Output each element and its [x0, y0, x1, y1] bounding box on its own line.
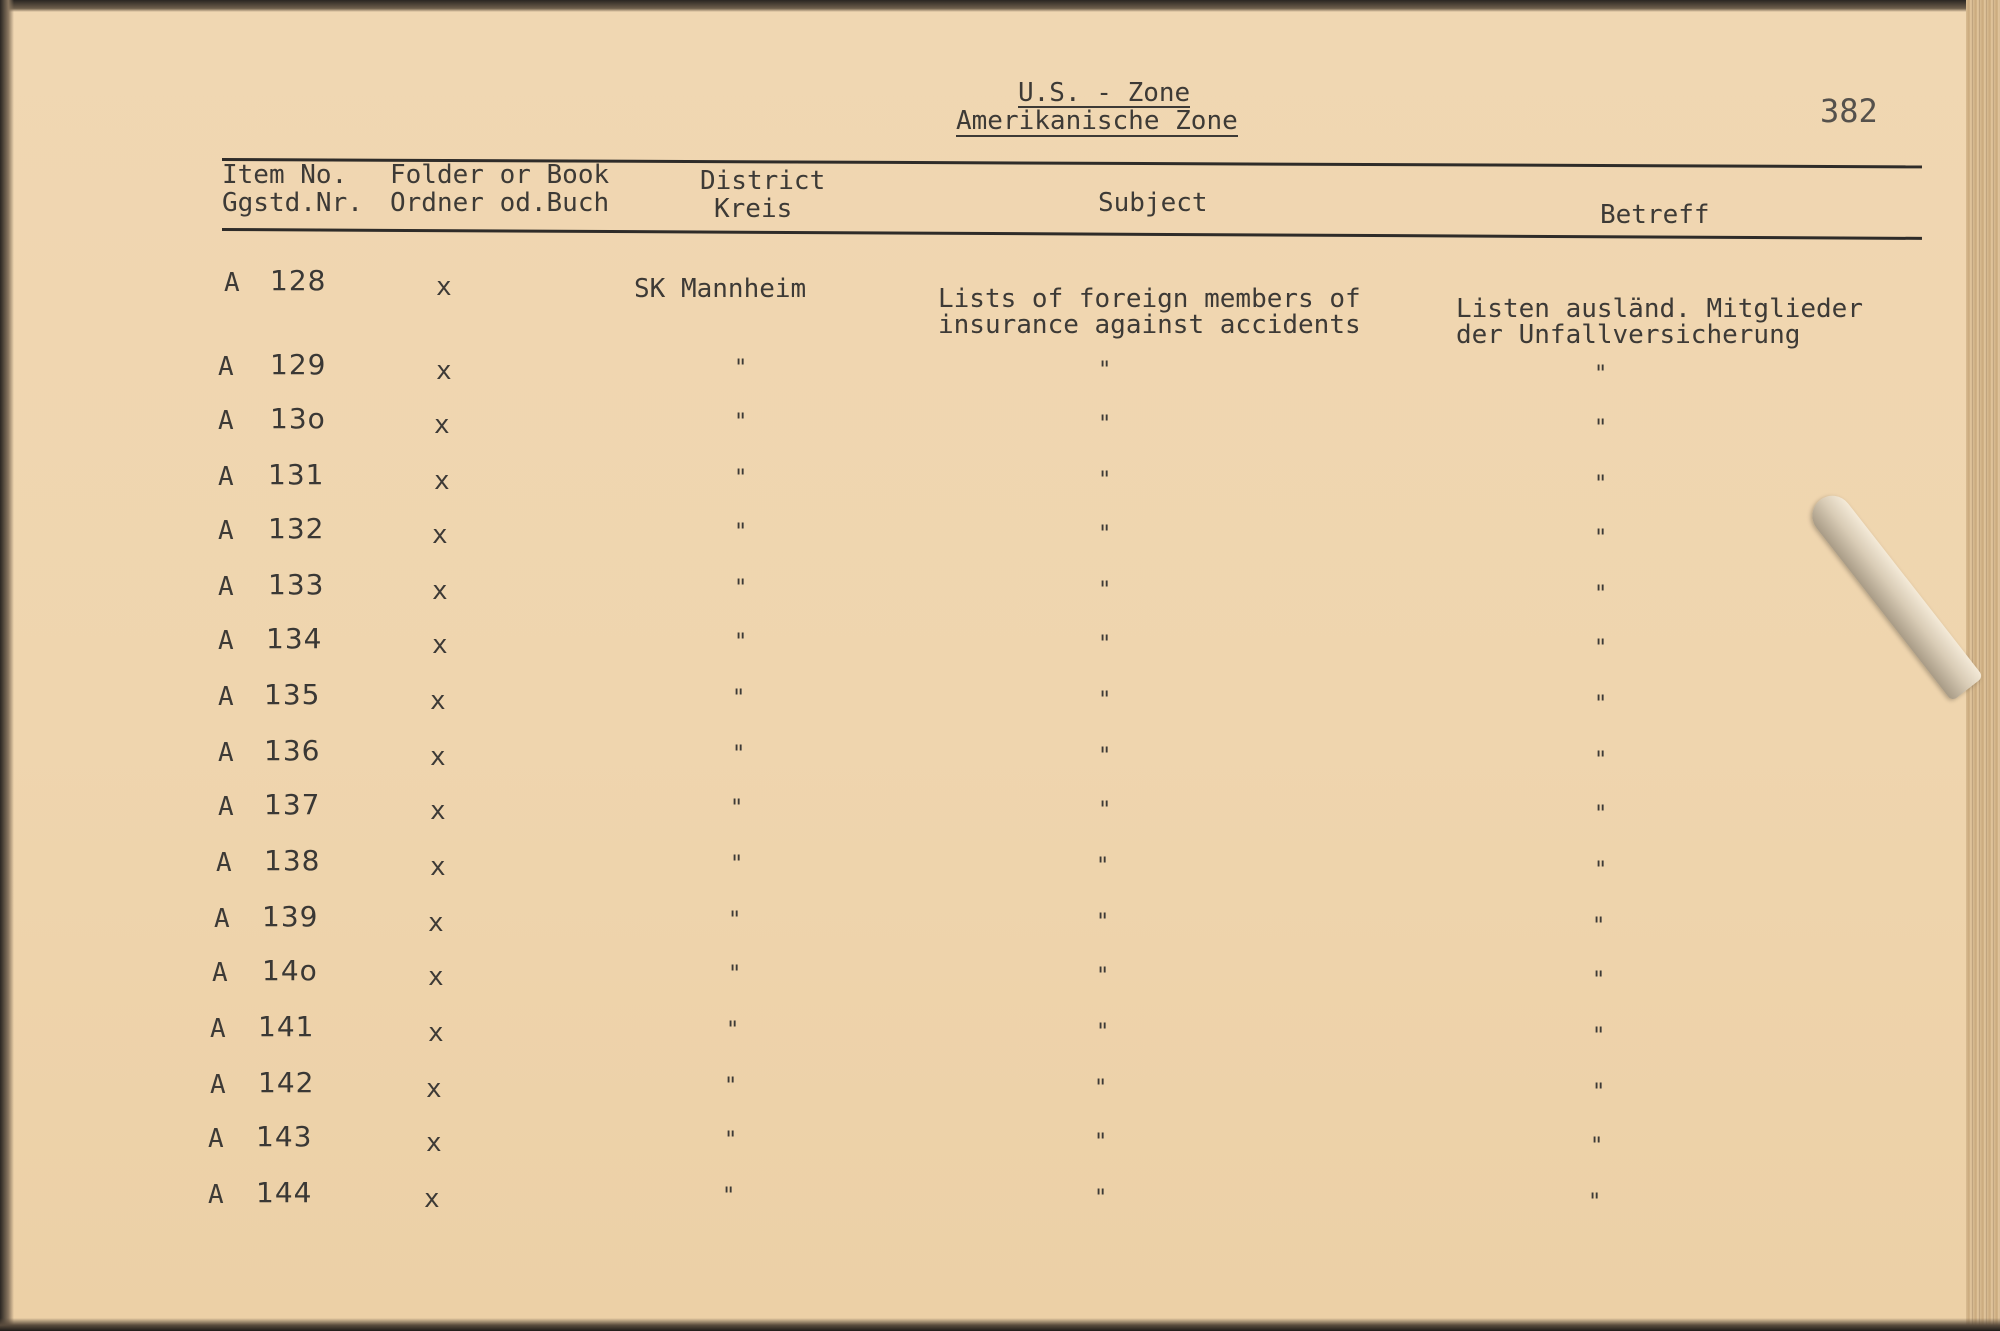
- row-district-ditto: ": [732, 686, 746, 711]
- row-subject-ditto: ": [1098, 632, 1112, 657]
- row-prefix: A: [214, 904, 230, 934]
- row-folder-mark: x: [426, 1128, 442, 1158]
- zone-title-de: Amerikanische Zone: [956, 106, 1238, 136]
- row-item-number: 13o: [270, 402, 326, 435]
- row-betreff-ditto: ": [1592, 968, 1606, 993]
- row1-subject-line2: insurance against accidents: [938, 310, 1361, 340]
- row-subject-ditto: ": [1096, 964, 1110, 989]
- row-prefix: A: [224, 268, 240, 298]
- row-subject-ditto: ": [1098, 522, 1112, 547]
- row-district-ditto: ": [732, 742, 746, 767]
- row1-betreff-line1: Listen ausländ. Mitglieder: [1456, 294, 1863, 324]
- row-item-number: 136: [264, 734, 321, 767]
- row-subject-ditto: ": [1098, 798, 1112, 823]
- page-clip: [1804, 488, 1983, 702]
- row-prefix: A: [216, 848, 232, 878]
- row-prefix: A: [218, 516, 234, 546]
- row-subject-ditto: ": [1098, 744, 1112, 769]
- row-item-number: 131: [268, 458, 325, 491]
- row-betreff-ditto: ": [1594, 858, 1608, 883]
- row-item-number: 129: [270, 348, 327, 381]
- row-item-number: 143: [256, 1120, 313, 1153]
- row-prefix: A: [210, 1070, 226, 1100]
- row-item-number: 139: [262, 900, 319, 933]
- col-item-de: Ggstd.Nr.: [222, 188, 363, 218]
- row-prefix: A: [218, 792, 234, 822]
- row-folder-mark: x: [434, 466, 450, 496]
- row-item-number: 141: [258, 1010, 315, 1043]
- row-betreff-ditto: ": [1594, 582, 1608, 607]
- row-prefix: A: [212, 958, 228, 988]
- row-betreff-ditto: ": [1594, 802, 1608, 827]
- col-district-en: District: [700, 166, 826, 196]
- page-top-edge: [0, 0, 2000, 12]
- row-prefix: A: [218, 462, 234, 492]
- row-subject-ditto: ": [1096, 1020, 1110, 1045]
- row1-subject-line1: Lists of foreign members of: [938, 284, 1361, 314]
- page-bottom-edge: [0, 1318, 2000, 1331]
- row-folder-mark: x: [426, 1074, 442, 1104]
- row-district-ditto: ": [734, 520, 748, 545]
- row-district-ditto: ": [734, 630, 748, 655]
- row-item-number: 134: [266, 622, 323, 655]
- row-subject-ditto: ": [1098, 468, 1112, 493]
- row-subject-ditto: ": [1098, 358, 1112, 383]
- row-district-ditto: ": [734, 410, 748, 435]
- row-prefix: A: [218, 738, 234, 768]
- row-district-ditto: ": [728, 962, 742, 987]
- row-prefix: A: [218, 626, 234, 656]
- row-folder-mark: x: [436, 356, 452, 386]
- row-betreff-ditto: ": [1592, 1080, 1606, 1105]
- row-district-ditto: ": [730, 796, 744, 821]
- row-item-number: 132: [268, 512, 325, 545]
- row-prefix: A: [210, 1014, 226, 1044]
- page-left-edge: [0, 0, 14, 1331]
- row-folder-mark: x: [432, 630, 448, 660]
- row-betreff-ditto: ": [1594, 636, 1608, 661]
- row-item-number: 133: [268, 568, 325, 601]
- row-subject-ditto: ": [1096, 910, 1110, 935]
- row-betreff-ditto: ": [1592, 914, 1606, 939]
- row-item-number: 144: [256, 1176, 313, 1209]
- row-subject-ditto: ": [1094, 1186, 1108, 1211]
- row-folder-mark: x: [424, 1184, 440, 1214]
- row-district-ditto: ": [734, 356, 748, 381]
- row-betreff-ditto: ": [1590, 1134, 1604, 1159]
- row-item-number: 128: [270, 264, 327, 297]
- row-subject-ditto: ": [1098, 578, 1112, 603]
- row-district-ditto: ": [728, 908, 742, 933]
- row-district-ditto: ": [730, 852, 744, 877]
- row-subject-ditto: ": [1098, 688, 1112, 713]
- col-betreff: Betreff: [1600, 200, 1710, 230]
- row-prefix: A: [218, 406, 234, 436]
- row-subject-ditto: ": [1096, 854, 1110, 879]
- row-item-number: 138: [264, 844, 321, 877]
- row-district-ditto: ": [734, 576, 748, 601]
- zone-title-en: U.S. - Zone: [1018, 78, 1191, 108]
- row-folder-mark: x: [430, 852, 446, 882]
- row-betreff-ditto: ": [1594, 472, 1608, 497]
- col-subject: Subject: [1098, 188, 1208, 218]
- row-betreff-ditto: ": [1594, 362, 1608, 387]
- row-district-ditto: ": [726, 1018, 740, 1043]
- row-folder-mark: x: [428, 908, 444, 938]
- row-folder-mark: x: [428, 962, 444, 992]
- row-subject-ditto: ": [1098, 412, 1112, 437]
- row-folder-mark: x: [430, 742, 446, 772]
- row-item-number: 142: [258, 1066, 315, 1099]
- row-betreff-ditto: ": [1594, 692, 1608, 717]
- row-betreff-ditto: ": [1594, 416, 1608, 441]
- row-folder-mark: x: [430, 686, 446, 716]
- row-prefix: A: [218, 682, 234, 712]
- row-prefix: A: [218, 352, 234, 382]
- row1-district: SK Mannheim: [634, 274, 807, 304]
- row-subject-ditto: ": [1094, 1130, 1108, 1155]
- row-folder-mark: x: [432, 576, 448, 606]
- col-district-de: Kreis: [714, 194, 793, 224]
- row-prefix: A: [218, 572, 234, 602]
- col-folder-en: Folder or Book: [390, 160, 610, 190]
- col-item-en: Item No.: [222, 160, 348, 190]
- row-folder-mark: x: [428, 1018, 444, 1048]
- row-district-ditto: ": [734, 466, 748, 491]
- row-betreff-ditto: ": [1594, 748, 1608, 773]
- row-betreff-ditto: ": [1592, 1024, 1606, 1049]
- row-folder-mark: x: [430, 796, 446, 826]
- row-folder-mark: x: [434, 410, 450, 440]
- row-betreff-ditto: ": [1588, 1190, 1602, 1215]
- row-folder-mark: x: [436, 272, 452, 302]
- row1-betreff-line2: der Unfallversicherung: [1456, 320, 1801, 350]
- row-folder-mark: x: [432, 520, 448, 550]
- row-district-ditto: ": [724, 1128, 738, 1153]
- row-item-number: 137: [264, 788, 321, 821]
- row-prefix: A: [208, 1124, 224, 1154]
- row-subject-ditto: ": [1094, 1076, 1108, 1101]
- row-item-number: 135: [264, 678, 321, 711]
- row-item-number: 14o: [262, 954, 318, 987]
- row-district-ditto: ": [722, 1184, 736, 1209]
- row-betreff-ditto: ": [1594, 526, 1608, 551]
- page-number: 382: [1820, 92, 1878, 130]
- row-prefix: A: [208, 1180, 224, 1210]
- col-folder-de: Ordner od.Buch: [390, 188, 610, 218]
- row-district-ditto: ": [724, 1074, 738, 1099]
